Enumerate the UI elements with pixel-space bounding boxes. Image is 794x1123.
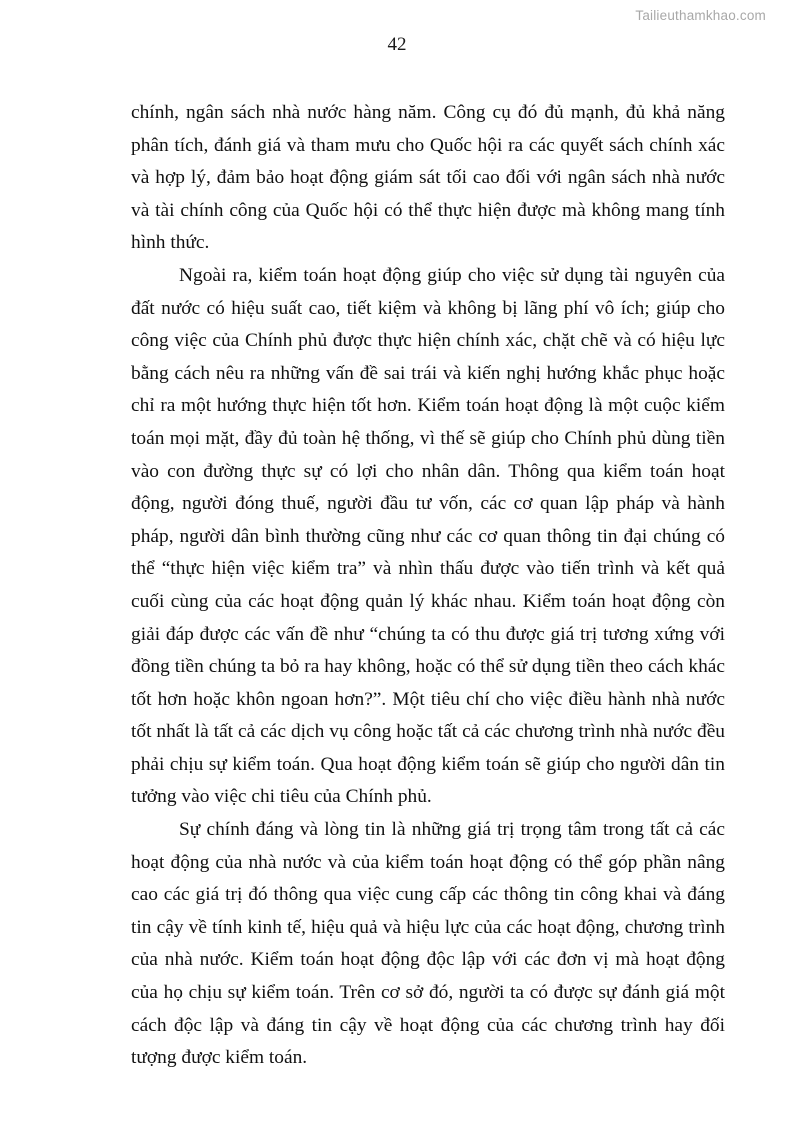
page-number: 42 xyxy=(387,34,407,55)
page-body-text xyxy=(131,97,725,1075)
paragraph-continued: chính, ngân sách nhà nước hàng năm. Công cụ đó đủ mạnh, đủ khả năng phân tích, đánh giá và tham mưu cho Quốc hội ra các quyết sách chính xác và hợp lý, đảm bảo hoạt động giám sát tối cao đối với ngân sách nhà nước và tài chính công của Quốc hội có thể thực hiện được mà không mang tính hình thức. xyxy=(131,102,725,254)
paragraph-su-chinh-dang: Sự chính đáng và lòng tin là những giá trị trọng tâm trong tất cả các hoạt động của nhà nước và của kiểm toán hoạt động có thể góp phần nâng cao các giá trị đó thông qua việc cung cấp các thông tin công khai và đáng tin cậy về tính kinh tế, hiệu quả và hiệu lực của các hoạt động, chương trình của nhà nước. Kiểm toán hoạt động độc lập với các đơn vị mà hoạt động của họ chịu sự kiểm toán. Trên cơ sở đó, người ta có được sự đánh giá một cách độc lập và đáng tin cậy về hoạt động của các chương trình hay đối tượng được kiểm toán. xyxy=(131,819,725,1069)
watermark-text: Tailieuthamkhao.com xyxy=(635,8,766,23)
paragraph-ngoai-ra: Ngoài ra, kiểm toán hoạt động giúp cho việc sử dụng tài nguyên của đất nước có hiệu suất cao, tiết kiệm và không bị lãng phí vô ích; giúp cho công việc của Chính phủ được thực hiện chính xác, chặt chẽ và có hiệu lực bằng cách nêu ra những vấn đề sai trái và kiến nghị hướng khắc phục hoặc chỉ ra một hướng thực hiện tốt hơn. Kiểm toán hoạt động là một cuộc kiểm toán mọi mặt, đầy đủ toàn hệ thống, vì thế sẽ giúp cho Chính phủ dùng tiền vào con đường thực sự có lợi cho nhân dân. Thông qua kiểm toán hoạt động, người đóng thuế, người đầu tư vốn, các cơ quan lập pháp và hành pháp, người dân bình thường cũng như các cơ quan thông tin đại chúng có thể “thực hiện việc kiểm tra” và nhìn thấu được vào tiến trình và kết quả cuối cùng của các hoạt động quản lý khác nhau. Kiểm toán hoạt động còn giải đáp được các vấn đề như “chúng ta có thu được giá trị tương xứng với đồng tiền chúng ta bỏ ra hay không, hoặc có thể sử dụng tiền theo cách khác tốt hơn hoặc khôn ngoan hơn?”. Một tiêu chí cho việc điều hành nhà nước tốt nhất là tất cả các dịch vụ công hoặc tất cả các chương trình nhà nước đều phải chịu sự kiểm toán. Qua hoạt động kiểm toán sẽ giúp cho người dân tin tưởng vào việc chi tiêu của Chính phủ. xyxy=(131,264,725,808)
